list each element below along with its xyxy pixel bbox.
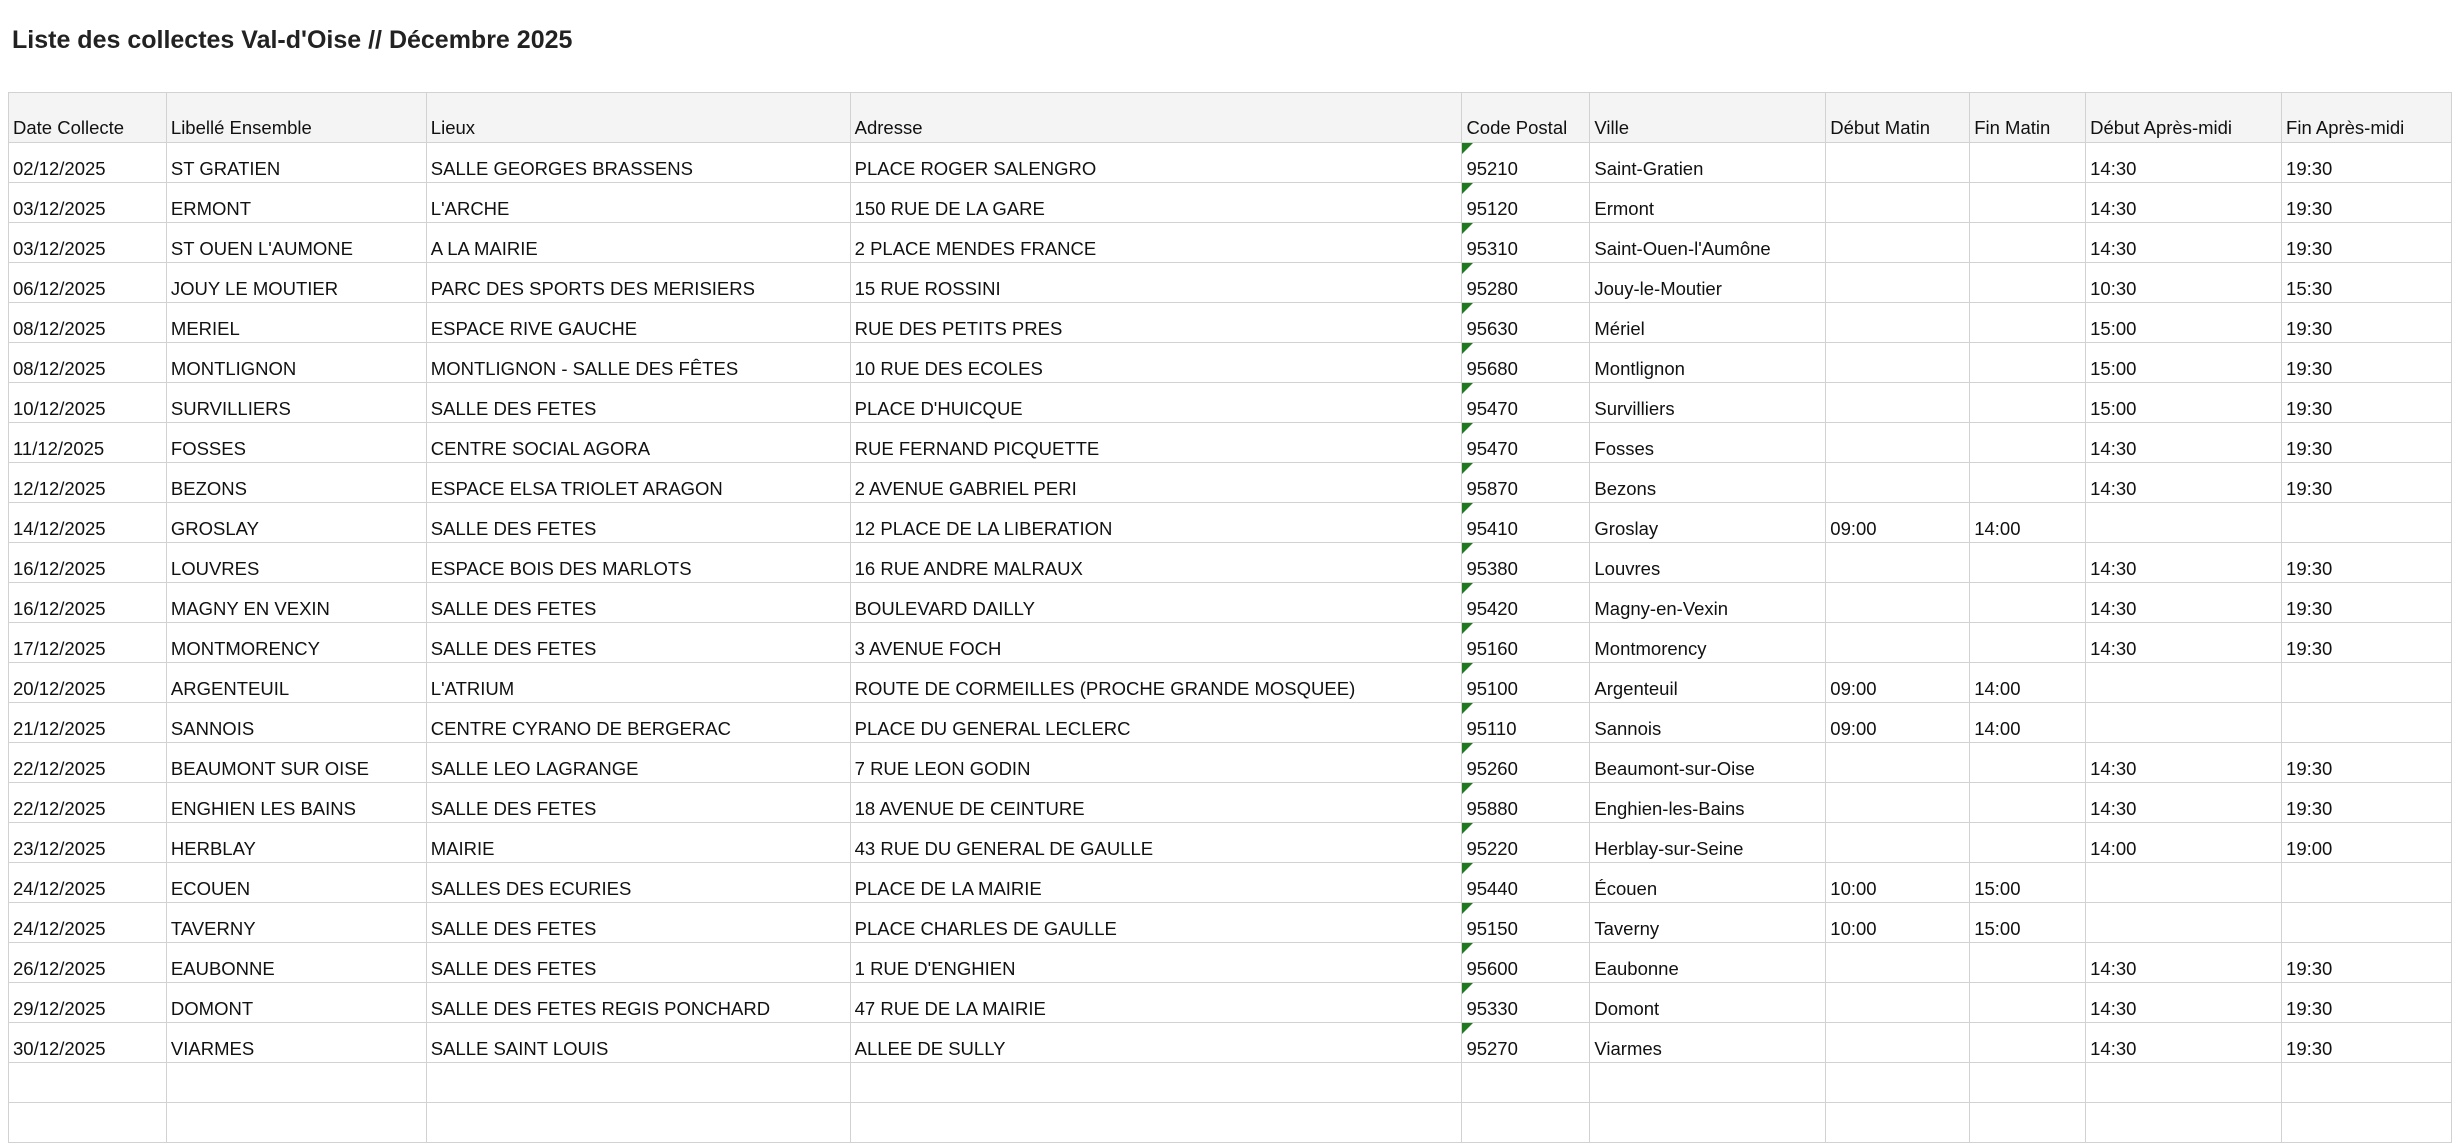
- cell-ville[interactable]: Sannois: [1590, 703, 1826, 743]
- cell-fin-apres-midi[interactable]: [2282, 663, 2452, 703]
- column-header-fin-apres-midi[interactable]: Fin Après-midi: [2282, 93, 2452, 143]
- cell-debut-apres-midi[interactable]: 15:00: [2086, 383, 2282, 423]
- empty-cell[interactable]: [166, 1063, 426, 1103]
- cell-ville[interactable]: Saint-Ouen-l'Aumône: [1590, 223, 1826, 263]
- cell-ville[interactable]: Fosses: [1590, 423, 1826, 463]
- cell-fin-apres-midi[interactable]: 19:30: [2282, 343, 2452, 383]
- cell-fin-matin[interactable]: [1970, 223, 2086, 263]
- empty-cell[interactable]: [9, 1103, 167, 1143]
- cell-debut-matin[interactable]: 09:00: [1826, 703, 1970, 743]
- table-row: [9, 223, 2452, 263]
- cell-adresse[interactable]: PLACE DU GENERAL LECLERC: [850, 703, 1462, 743]
- cell-fin-apres-midi[interactable]: 19:30: [2282, 183, 2452, 223]
- cell-debut-matin[interactable]: [1826, 943, 1970, 983]
- cell-adresse[interactable]: 16 RUE ANDRE MALRAUX: [850, 543, 1462, 583]
- cell-ville[interactable]: Mériel: [1590, 303, 1826, 343]
- cell-debut-matin[interactable]: [1826, 623, 1970, 663]
- cell-lieux[interactable]: MONTLIGNON - SALLE DES FÊTES: [426, 343, 850, 383]
- cell-libelle-ensemble[interactable]: MAGNY EN VEXIN: [166, 583, 426, 623]
- cell-fin-matin[interactable]: [1970, 183, 2086, 223]
- cell-ville[interactable]: Jouy-le-Moutier: [1590, 263, 1826, 303]
- cell-debut-apres-midi[interactable]: 14:00: [2086, 823, 2282, 863]
- cell-libelle-ensemble[interactable]: BEZONS: [166, 463, 426, 503]
- empty-cell[interactable]: [1826, 1103, 1970, 1143]
- cell-debut-apres-midi[interactable]: [2086, 663, 2282, 703]
- empty-cell[interactable]: [2086, 1103, 2282, 1143]
- cell-debut-apres-midi[interactable]: 14:30: [2086, 143, 2282, 183]
- cell-debut-matin[interactable]: [1826, 143, 1970, 183]
- cell-ville[interactable]: Survilliers: [1590, 383, 1826, 423]
- cell-adresse[interactable]: ROUTE DE CORMEILLES (PROCHE GRANDE MOSQUEE): [850, 663, 1462, 703]
- cell-lieux[interactable]: SALLES DES ECURIES: [426, 863, 850, 903]
- table-row: [9, 343, 2452, 383]
- cell-debut-apres-midi[interactable]: 10:30: [2086, 263, 2282, 303]
- cell-debut-apres-midi[interactable]: 14:30: [2086, 943, 2282, 983]
- cell-fin-apres-midi[interactable]: 19:30: [2282, 303, 2452, 343]
- cell-debut-apres-midi[interactable]: 15:00: [2086, 343, 2282, 383]
- column-header-code-postal[interactable]: Code Postal: [1462, 93, 1590, 143]
- cell-date-collecte[interactable]: 29/12/2025: [9, 983, 167, 1023]
- cell-date-collecte[interactable]: 24/12/2025: [9, 903, 167, 943]
- table-row: [9, 543, 2452, 583]
- cell-date-collecte[interactable]: 16/12/2025: [9, 543, 167, 583]
- cell-debut-matin[interactable]: [1826, 383, 1970, 423]
- cell-fin-apres-midi[interactable]: [2282, 903, 2452, 943]
- empty-cell[interactable]: [166, 1103, 426, 1143]
- cell-libelle-ensemble[interactable]: JOUY LE MOUTIER: [166, 263, 426, 303]
- empty-cell[interactable]: [426, 1063, 850, 1103]
- cell-adresse[interactable]: 43 RUE DU GENERAL DE GAULLE: [850, 823, 1462, 863]
- cell-libelle-ensemble[interactable]: MERIEL: [166, 303, 426, 343]
- empty-cell[interactable]: [1826, 1063, 1970, 1103]
- cell-code-postal[interactable]: 95270: [1462, 1023, 1590, 1063]
- cell-libelle-ensemble[interactable]: ST GRATIEN: [166, 143, 426, 183]
- cell-fin-apres-midi[interactable]: 19:30: [2282, 623, 2452, 663]
- cell-lieux[interactable]: ESPACE RIVE GAUCHE: [426, 303, 850, 343]
- column-header-fin-matin[interactable]: Fin Matin: [1970, 93, 2086, 143]
- cell-lieux[interactable]: SALLE SAINT LOUIS: [426, 1023, 850, 1063]
- cell-ville[interactable]: Ermont: [1590, 183, 1826, 223]
- cell-debut-apres-midi[interactable]: [2086, 903, 2282, 943]
- cell-fin-apres-midi[interactable]: 19:30: [2282, 383, 2452, 423]
- column-header-debut-matin[interactable]: Début Matin: [1826, 93, 1970, 143]
- cell-lieux[interactable]: SALLE DES FETES: [426, 383, 850, 423]
- cell-lieux[interactable]: SALLE DES FETES: [426, 943, 850, 983]
- cell-adresse[interactable]: PLACE CHARLES DE GAULLE: [850, 903, 1462, 943]
- cell-date-collecte[interactable]: 23/12/2025: [9, 823, 167, 863]
- cell-lieux[interactable]: ESPACE ELSA TRIOLET ARAGON: [426, 463, 850, 503]
- cell-date-collecte[interactable]: 12/12/2025: [9, 463, 167, 503]
- table-row: [9, 463, 2452, 503]
- cell-lieux[interactable]: CENTRE CYRANO DE BERGERAC: [426, 703, 850, 743]
- cell-date-collecte[interactable]: 02/12/2025: [9, 143, 167, 183]
- cell-adresse[interactable]: 12 PLACE DE LA LIBERATION: [850, 503, 1462, 543]
- cell-code-postal[interactable]: 95880: [1462, 783, 1590, 823]
- cell-libelle-ensemble[interactable]: ENGHIEN LES BAINS: [166, 783, 426, 823]
- cell-debut-matin[interactable]: [1826, 463, 1970, 503]
- table-header: [9, 93, 2452, 143]
- cell-ville[interactable]: Taverny: [1590, 903, 1826, 943]
- cell-libelle-ensemble[interactable]: DOMONT: [166, 983, 426, 1023]
- cell-debut-apres-midi[interactable]: [2086, 863, 2282, 903]
- cell-code-postal[interactable]: 95420: [1462, 583, 1590, 623]
- cell-adresse[interactable]: 1 RUE D'ENGHIEN: [850, 943, 1462, 983]
- cell-libelle-ensemble[interactable]: MONTMORENCY: [166, 623, 426, 663]
- cell-libelle-ensemble[interactable]: BEAUMONT SUR OISE: [166, 743, 426, 783]
- cell-debut-matin[interactable]: [1826, 983, 1970, 1023]
- cell-adresse[interactable]: PLACE D'HUICQUE: [850, 383, 1462, 423]
- cell-code-postal[interactable]: 95120: [1462, 183, 1590, 223]
- cell-adresse[interactable]: PLACE DE LA MAIRIE: [850, 863, 1462, 903]
- page-title: Liste des collectes Val-d'Oise // Décembre 2025: [12, 26, 573, 54]
- cell-ville[interactable]: Enghien-les-Bains: [1590, 783, 1826, 823]
- cell-debut-apres-midi[interactable]: [2086, 703, 2282, 743]
- cell-adresse[interactable]: RUE DES PETITS PRES: [850, 303, 1462, 343]
- table-row: [9, 263, 2452, 303]
- table-row: [9, 823, 2452, 863]
- cell-code-postal[interactable]: 95210: [1462, 143, 1590, 183]
- cell-debut-apres-midi[interactable]: 14:30: [2086, 623, 2282, 663]
- cell-date-collecte[interactable]: 24/12/2025: [9, 863, 167, 903]
- cell-fin-matin[interactable]: [1970, 143, 2086, 183]
- cell-adresse[interactable]: 15 RUE ROSSINI: [850, 263, 1462, 303]
- cell-date-collecte[interactable]: 03/12/2025: [9, 183, 167, 223]
- cell-fin-apres-midi[interactable]: 19:30: [2282, 783, 2452, 823]
- cell-ville[interactable]: Domont: [1590, 983, 1826, 1023]
- cell-adresse[interactable]: RUE FERNAND PICQUETTE: [850, 423, 1462, 463]
- cell-code-postal[interactable]: 95310: [1462, 223, 1590, 263]
- cell-date-collecte[interactable]: 22/12/2025: [9, 743, 167, 783]
- table-row: [9, 983, 2452, 1023]
- cell-code-postal[interactable]: 95470: [1462, 423, 1590, 463]
- cell-date-collecte[interactable]: 08/12/2025: [9, 343, 167, 383]
- cell-fin-matin[interactable]: [1970, 783, 2086, 823]
- cell-fin-matin[interactable]: 14:00: [1970, 663, 2086, 703]
- cell-code-postal[interactable]: 95160: [1462, 623, 1590, 663]
- cell-date-collecte[interactable]: 30/12/2025: [9, 1023, 167, 1063]
- cell-fin-matin[interactable]: [1970, 463, 2086, 503]
- cell-code-postal[interactable]: 95220: [1462, 823, 1590, 863]
- cell-fin-matin[interactable]: 15:00: [1970, 863, 2086, 903]
- cell-fin-matin[interactable]: [1970, 263, 2086, 303]
- cell-code-postal[interactable]: 95680: [1462, 343, 1590, 383]
- cell-fin-apres-midi[interactable]: 15:30: [2282, 263, 2452, 303]
- cell-adresse[interactable]: PLACE ROGER SALENGRO: [850, 143, 1462, 183]
- table-row: [9, 623, 2452, 663]
- empty-cell[interactable]: [1970, 1103, 2086, 1143]
- table-row: [9, 903, 2452, 943]
- column-header-debut-apres-midi[interactable]: Début Après-midi: [2086, 93, 2282, 143]
- cell-debut-matin[interactable]: [1826, 783, 1970, 823]
- empty-cell[interactable]: [1590, 1103, 1826, 1143]
- cell-ville[interactable]: Herblay-sur-Seine: [1590, 823, 1826, 863]
- cell-libelle-ensemble[interactable]: SURVILLIERS: [166, 383, 426, 423]
- cell-lieux[interactable]: SALLE LEO LAGRANGE: [426, 743, 850, 783]
- cell-date-collecte[interactable]: 21/12/2025: [9, 703, 167, 743]
- cell-lieux[interactable]: PARC DES SPORTS DES MERISIERS: [426, 263, 850, 303]
- cell-code-postal[interactable]: 95100: [1462, 663, 1590, 703]
- empty-cell[interactable]: [2282, 1063, 2452, 1103]
- table-body: [9, 143, 2452, 1143]
- cell-adresse[interactable]: 47 RUE DE LA MAIRIE: [850, 983, 1462, 1023]
- cell-libelle-ensemble[interactable]: GROSLAY: [166, 503, 426, 543]
- cell-ville[interactable]: Magny-en-Vexin: [1590, 583, 1826, 623]
- empty-cell[interactable]: [1590, 1063, 1826, 1103]
- cell-fin-apres-midi[interactable]: 19:30: [2282, 423, 2452, 463]
- cell-libelle-ensemble[interactable]: FOSSES: [166, 423, 426, 463]
- collectes-table: [8, 92, 2452, 1143]
- cell-debut-matin[interactable]: [1826, 543, 1970, 583]
- cell-libelle-ensemble[interactable]: MONTLIGNON: [166, 343, 426, 383]
- cell-ville[interactable]: Beaumont-sur-Oise: [1590, 743, 1826, 783]
- cell-code-postal[interactable]: 95600: [1462, 943, 1590, 983]
- cell-fin-matin[interactable]: 14:00: [1970, 703, 2086, 743]
- empty-row: [9, 1103, 2452, 1143]
- cell-fin-apres-midi[interactable]: [2282, 863, 2452, 903]
- column-header-ville[interactable]: Ville: [1590, 93, 1826, 143]
- cell-debut-apres-midi[interactable]: 14:30: [2086, 783, 2282, 823]
- cell-fin-apres-midi[interactable]: 19:30: [2282, 143, 2452, 183]
- cell-fin-apres-midi[interactable]: 19:30: [2282, 943, 2452, 983]
- table-row: [9, 423, 2452, 463]
- cell-date-collecte[interactable]: 26/12/2025: [9, 943, 167, 983]
- cell-code-postal[interactable]: 95470: [1462, 383, 1590, 423]
- cell-debut-matin[interactable]: [1826, 1023, 1970, 1063]
- cell-lieux[interactable]: ESPACE BOIS DES MARLOTS: [426, 543, 850, 583]
- cell-code-postal[interactable]: 95260: [1462, 743, 1590, 783]
- cell-debut-apres-midi[interactable]: 14:30: [2086, 183, 2282, 223]
- table-row: [9, 583, 2452, 623]
- cell-lieux[interactable]: L'ATRIUM: [426, 663, 850, 703]
- table-row: [9, 663, 2452, 703]
- column-header-adresse[interactable]: Adresse: [850, 93, 1462, 143]
- cell-fin-apres-midi[interactable]: [2282, 703, 2452, 743]
- cell-ville[interactable]: Bezons: [1590, 463, 1826, 503]
- cell-date-collecte[interactable]: 22/12/2025: [9, 783, 167, 823]
- cell-fin-matin[interactable]: [1970, 623, 2086, 663]
- table-row: [9, 143, 2452, 183]
- table-row: [9, 183, 2452, 223]
- cell-date-collecte[interactable]: 06/12/2025: [9, 263, 167, 303]
- header-row: [9, 93, 2452, 143]
- cell-adresse[interactable]: 18 AVENUE DE CEINTURE: [850, 783, 1462, 823]
- cell-debut-apres-midi[interactable]: 14:30: [2086, 223, 2282, 263]
- cell-ville[interactable]: Argenteuil: [1590, 663, 1826, 703]
- cell-fin-apres-midi[interactable]: 19:30: [2282, 1023, 2452, 1063]
- cell-ville[interactable]: Montmorency: [1590, 623, 1826, 663]
- cell-libelle-ensemble[interactable]: ST OUEN L'AUMONE: [166, 223, 426, 263]
- cell-date-collecte[interactable]: 17/12/2025: [9, 623, 167, 663]
- cell-lieux[interactable]: SALLE DES FETES: [426, 903, 850, 943]
- cell-fin-matin[interactable]: 14:00: [1970, 503, 2086, 543]
- cell-fin-apres-midi[interactable]: 19:30: [2282, 983, 2452, 1023]
- cell-code-postal[interactable]: 95110: [1462, 703, 1590, 743]
- cell-debut-matin[interactable]: 10:00: [1826, 903, 1970, 943]
- cell-debut-apres-midi[interactable]: 14:30: [2086, 1023, 2282, 1063]
- cell-ville[interactable]: Écouen: [1590, 863, 1826, 903]
- cell-debut-apres-midi[interactable]: 14:30: [2086, 423, 2282, 463]
- cell-fin-matin[interactable]: [1970, 943, 2086, 983]
- cell-debut-matin[interactable]: [1826, 303, 1970, 343]
- cell-debut-apres-midi[interactable]: 14:30: [2086, 743, 2282, 783]
- cell-ville[interactable]: Saint-Gratien: [1590, 143, 1826, 183]
- cell-fin-matin[interactable]: [1970, 543, 2086, 583]
- column-header-lieux[interactable]: Lieux: [426, 93, 850, 143]
- cell-fin-matin[interactable]: [1970, 1023, 2086, 1063]
- cell-date-collecte[interactable]: 08/12/2025: [9, 303, 167, 343]
- cell-fin-apres-midi[interactable]: 19:30: [2282, 543, 2452, 583]
- cell-fin-apres-midi[interactable]: 19:30: [2282, 223, 2452, 263]
- cell-fin-matin[interactable]: [1970, 823, 2086, 863]
- cell-debut-matin[interactable]: [1826, 743, 1970, 783]
- cell-fin-matin[interactable]: [1970, 743, 2086, 783]
- table-row: [9, 1023, 2452, 1063]
- cell-ville[interactable]: Louvres: [1590, 543, 1826, 583]
- cell-adresse[interactable]: ALLEE DE SULLY: [850, 1023, 1462, 1063]
- cell-ville[interactable]: Eaubonne: [1590, 943, 1826, 983]
- cell-fin-apres-midi[interactable]: 19:30: [2282, 463, 2452, 503]
- cell-libelle-ensemble[interactable]: ERMONT: [166, 183, 426, 223]
- cell-lieux[interactable]: SALLE DES FETES: [426, 583, 850, 623]
- cell-debut-matin[interactable]: 10:00: [1826, 863, 1970, 903]
- cell-date-collecte[interactable]: 20/12/2025: [9, 663, 167, 703]
- cell-lieux[interactable]: MAIRIE: [426, 823, 850, 863]
- cell-code-postal[interactable]: 95380: [1462, 543, 1590, 583]
- table-row: [9, 743, 2452, 783]
- empty-cell[interactable]: [850, 1063, 1462, 1103]
- cell-adresse[interactable]: BOULEVARD DAILLY: [850, 583, 1462, 623]
- cell-lieux[interactable]: SALLE DES FETES REGIS PONCHARD: [426, 983, 850, 1023]
- cell-code-postal[interactable]: 95330: [1462, 983, 1590, 1023]
- cell-code-postal[interactable]: 95870: [1462, 463, 1590, 503]
- cell-debut-matin[interactable]: [1826, 343, 1970, 383]
- cell-fin-matin[interactable]: [1970, 303, 2086, 343]
- cell-debut-matin[interactable]: [1826, 423, 1970, 463]
- cell-adresse[interactable]: 150 RUE DE LA GARE: [850, 183, 1462, 223]
- cell-adresse[interactable]: 7 RUE LEON GODIN: [850, 743, 1462, 783]
- empty-cell[interactable]: [1462, 1063, 1590, 1103]
- cell-adresse[interactable]: 10 RUE DES ECOLES: [850, 343, 1462, 383]
- cell-libelle-ensemble[interactable]: EAUBONNE: [166, 943, 426, 983]
- table-row: [9, 303, 2452, 343]
- cell-debut-matin[interactable]: 09:00: [1826, 503, 1970, 543]
- cell-debut-apres-midi[interactable]: 15:00: [2086, 303, 2282, 343]
- cell-fin-apres-midi[interactable]: 19:00: [2282, 823, 2452, 863]
- cell-debut-matin[interactable]: 09:00: [1826, 663, 1970, 703]
- cell-debut-apres-midi[interactable]: 14:30: [2086, 983, 2282, 1023]
- cell-libelle-ensemble[interactable]: TAVERNY: [166, 903, 426, 943]
- table-row: [9, 783, 2452, 823]
- empty-row: [9, 1063, 2452, 1103]
- cell-debut-matin[interactable]: [1826, 823, 1970, 863]
- cell-libelle-ensemble[interactable]: ARGENTEUIL: [166, 663, 426, 703]
- cell-fin-apres-midi[interactable]: 19:30: [2282, 743, 2452, 783]
- cell-date-collecte[interactable]: 11/12/2025: [9, 423, 167, 463]
- cell-debut-matin[interactable]: [1826, 263, 1970, 303]
- empty-cell[interactable]: [426, 1103, 850, 1143]
- empty-cell[interactable]: [850, 1103, 1462, 1143]
- table-row: [9, 863, 2452, 903]
- cell-libelle-ensemble[interactable]: LOUVRES: [166, 543, 426, 583]
- cell-debut-matin[interactable]: [1826, 583, 1970, 623]
- cell-lieux[interactable]: A LA MAIRIE: [426, 223, 850, 263]
- cell-lieux[interactable]: SALLE GEORGES BRASSENS: [426, 143, 850, 183]
- cell-debut-apres-midi[interactable]: 14:30: [2086, 543, 2282, 583]
- cell-date-collecte[interactable]: 16/12/2025: [9, 583, 167, 623]
- empty-cell[interactable]: [9, 1063, 167, 1103]
- cell-code-postal[interactable]: 95440: [1462, 863, 1590, 903]
- cell-fin-matin[interactable]: [1970, 583, 2086, 623]
- cell-code-postal[interactable]: 95280: [1462, 263, 1590, 303]
- cell-fin-matin[interactable]: [1970, 983, 2086, 1023]
- cell-debut-apres-midi[interactable]: 14:30: [2086, 583, 2282, 623]
- cell-fin-matin[interactable]: [1970, 423, 2086, 463]
- cell-adresse[interactable]: 2 AVENUE GABRIEL PERI: [850, 463, 1462, 503]
- cell-debut-matin[interactable]: [1826, 223, 1970, 263]
- cell-debut-apres-midi[interactable]: 14:30: [2086, 463, 2282, 503]
- cell-date-collecte[interactable]: 10/12/2025: [9, 383, 167, 423]
- cell-lieux[interactable]: L'ARCHE: [426, 183, 850, 223]
- cell-libelle-ensemble[interactable]: ECOUEN: [166, 863, 426, 903]
- cell-lieux[interactable]: SALLE DES FETES: [426, 623, 850, 663]
- column-header-libelle-ensemble[interactable]: Libellé Ensemble: [166, 93, 426, 143]
- column-header-date-collecte[interactable]: Date Collecte: [9, 93, 167, 143]
- table-row: [9, 943, 2452, 983]
- cell-ville[interactable]: Montlignon: [1590, 343, 1826, 383]
- cell-ville[interactable]: Viarmes: [1590, 1023, 1826, 1063]
- cell-fin-apres-midi[interactable]: [2282, 503, 2452, 543]
- cell-date-collecte[interactable]: 03/12/2025: [9, 223, 167, 263]
- table-row: [9, 383, 2452, 423]
- cell-code-postal[interactable]: 95410: [1462, 503, 1590, 543]
- cell-debut-matin[interactable]: [1826, 183, 1970, 223]
- cell-date-collecte[interactable]: 14/12/2025: [9, 503, 167, 543]
- cell-libelle-ensemble[interactable]: VIARMES: [166, 1023, 426, 1063]
- cell-debut-apres-midi[interactable]: [2086, 503, 2282, 543]
- cell-adresse[interactable]: 3 AVENUE FOCH: [850, 623, 1462, 663]
- cell-lieux[interactable]: SALLE DES FETES: [426, 503, 850, 543]
- cell-adresse[interactable]: 2 PLACE MENDES FRANCE: [850, 223, 1462, 263]
- cell-lieux[interactable]: CENTRE SOCIAL AGORA: [426, 423, 850, 463]
- cell-libelle-ensemble[interactable]: HERBLAY: [166, 823, 426, 863]
- cell-ville[interactable]: Groslay: [1590, 503, 1826, 543]
- cell-fin-apres-midi[interactable]: 19:30: [2282, 583, 2452, 623]
- table-row: [9, 503, 2452, 543]
- cell-fin-matin[interactable]: [1970, 343, 2086, 383]
- empty-cell[interactable]: [1462, 1103, 1590, 1143]
- empty-cell[interactable]: [2086, 1063, 2282, 1103]
- cell-lieux[interactable]: SALLE DES FETES: [426, 783, 850, 823]
- cell-fin-matin[interactable]: 15:00: [1970, 903, 2086, 943]
- table-row: [9, 703, 2452, 743]
- cell-code-postal[interactable]: 95630: [1462, 303, 1590, 343]
- empty-cell[interactable]: [1970, 1063, 2086, 1103]
- cell-fin-matin[interactable]: [1970, 383, 2086, 423]
- cell-code-postal[interactable]: 95150: [1462, 903, 1590, 943]
- empty-cell[interactable]: [2282, 1103, 2452, 1143]
- cell-libelle-ensemble[interactable]: SANNOIS: [166, 703, 426, 743]
